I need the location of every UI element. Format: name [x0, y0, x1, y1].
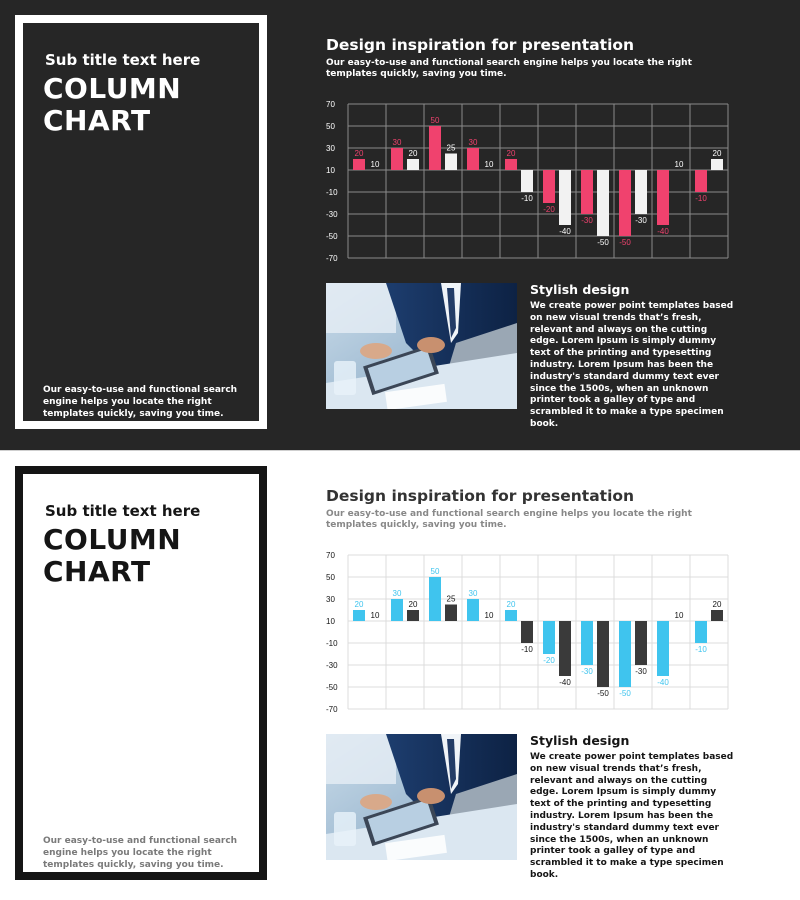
y-tick-label: -10 — [326, 188, 338, 197]
bar — [635, 621, 647, 665]
slide-light — [0, 450, 800, 900]
stylish-title: Stylish design — [530, 733, 630, 748]
data-label: 20 — [354, 600, 364, 609]
bar — [445, 605, 457, 622]
y-tick-label: 10 — [326, 617, 335, 626]
bar — [445, 154, 457, 171]
column-chart — [318, 547, 738, 715]
data-label: 30 — [468, 589, 478, 598]
data-label: 10 — [674, 160, 684, 169]
data-label: -40 — [559, 678, 571, 687]
data-label: -50 — [597, 238, 609, 247]
bar — [505, 610, 517, 621]
bar — [559, 170, 571, 225]
heading-description: Our easy-to-use and functional search engine helps you locate the right templates quickly, saving you time. — [326, 58, 692, 79]
bar — [467, 148, 479, 170]
data-label: 30 — [468, 138, 478, 147]
bar — [635, 170, 647, 214]
data-label: 20 — [408, 149, 418, 158]
left-description: Our easy-to-use and functional search engine helps you locate the right templates quickly, saving you time. — [43, 836, 238, 870]
data-label: -30 — [581, 667, 593, 676]
bar — [429, 126, 441, 170]
bar — [505, 159, 517, 170]
y-tick-label: 30 — [326, 144, 335, 153]
data-label: -30 — [635, 667, 647, 676]
data-label: 25 — [446, 594, 456, 604]
bar — [657, 621, 669, 676]
bar — [391, 148, 403, 170]
bar — [581, 170, 593, 214]
bar — [407, 610, 419, 621]
photo-image — [326, 283, 517, 409]
y-tick-label: 70 — [326, 100, 335, 109]
data-label: 20 — [712, 600, 722, 609]
y-tick-label: -50 — [326, 232, 338, 241]
title: COLUMN CHART — [43, 523, 182, 588]
bar — [695, 170, 707, 192]
bar — [543, 170, 555, 203]
data-label: -10 — [521, 194, 533, 203]
data-label: -50 — [619, 238, 631, 247]
bar — [711, 610, 723, 621]
data-label: -20 — [543, 205, 555, 214]
bar — [521, 170, 533, 192]
data-label: -10 — [695, 645, 707, 654]
data-label: -50 — [619, 689, 631, 698]
data-label: 20 — [506, 600, 516, 609]
left-description: Our easy-to-use and functional search engine helps you locate the right templates quickly, saving you time. — [43, 385, 238, 419]
y-tick-label: -70 — [326, 705, 338, 714]
title: COLUMN CHART — [43, 72, 182, 137]
data-label: 30 — [392, 589, 402, 598]
y-tick-label: 10 — [326, 166, 335, 175]
stylish-text: We create power point templates based on new visual trends that’s fresh, relevant and always on the cutting edge. Lorem Ipsum is simply dummy text of the printing and typesetting industry. Lorem Ipsum has been the industry's standard dummy text ever since the 1500s, when an unknown printer took a galley of type and scrambled it to make a type specimen book. — [530, 301, 734, 429]
data-label: -50 — [597, 689, 609, 698]
bar — [353, 610, 365, 621]
bar — [521, 621, 533, 643]
heading-description: Our easy-to-use and functional search engine helps you locate the right templates quickly, saving you time. — [326, 509, 692, 530]
data-label: 50 — [430, 116, 440, 125]
bar — [711, 159, 723, 170]
data-label: 50 — [430, 567, 440, 576]
y-tick-label: -10 — [326, 639, 338, 648]
bar — [559, 621, 571, 676]
data-label: -40 — [657, 678, 669, 687]
bar — [353, 159, 365, 170]
heading: Design inspiration for presentation — [326, 487, 635, 505]
data-label: 20 — [712, 149, 722, 158]
column-chart — [318, 96, 738, 264]
y-tick-label: 50 — [326, 573, 335, 582]
bar — [429, 577, 441, 621]
data-label: -40 — [657, 227, 669, 236]
data-label: 25 — [446, 143, 456, 153]
y-tick-label: 30 — [326, 595, 335, 604]
data-label: 10 — [370, 611, 380, 620]
photo-image — [326, 734, 517, 860]
data-label: 20 — [354, 149, 364, 158]
y-tick-label: -30 — [326, 210, 338, 219]
y-tick-label: -30 — [326, 661, 338, 670]
data-label: 10 — [484, 611, 494, 620]
data-label: -20 — [543, 656, 555, 665]
title-frame — [15, 15, 267, 429]
bar — [391, 599, 403, 621]
y-tick-label: 50 — [326, 122, 335, 131]
bar — [657, 170, 669, 225]
data-label: -40 — [559, 227, 571, 236]
bar — [543, 621, 555, 654]
subtitle: Sub title text here — [45, 502, 201, 520]
bar — [695, 621, 707, 643]
bar — [467, 599, 479, 621]
bar — [619, 170, 631, 236]
data-label: 10 — [484, 160, 494, 169]
y-tick-label: -50 — [326, 683, 338, 692]
bar — [407, 159, 419, 170]
y-tick-label: -70 — [326, 254, 338, 263]
data-label: -10 — [521, 645, 533, 654]
data-label: 20 — [506, 149, 516, 158]
title-frame — [15, 466, 267, 880]
bar — [581, 621, 593, 665]
data-label: 10 — [370, 160, 380, 169]
data-label: 20 — [408, 600, 418, 609]
heading: Design inspiration for presentation — [326, 36, 635, 54]
data-label: 30 — [392, 138, 402, 147]
stylish-text: We create power point templates based on new visual trends that’s fresh, relevant and always on the cutting edge. Lorem Ipsum is simply dummy text of the printing and typesetting industry. Lorem Ipsum has been the industry's standard dummy text ever since the 1500s, when an unknown printer took a galley of type and scrambled it to make a type specimen book. — [530, 752, 734, 880]
data-label: 10 — [674, 611, 684, 620]
stylish-title: Stylish design — [530, 282, 630, 297]
business-meeting-photo — [326, 734, 517, 860]
y-tick-label: 70 — [326, 551, 335, 560]
bar — [619, 621, 631, 687]
data-label: -30 — [635, 216, 647, 225]
bar — [597, 170, 609, 236]
data-label: -30 — [581, 216, 593, 225]
bar — [597, 621, 609, 687]
data-label: -10 — [695, 194, 707, 203]
business-meeting-photo — [326, 283, 517, 409]
subtitle: Sub title text here — [45, 51, 201, 69]
